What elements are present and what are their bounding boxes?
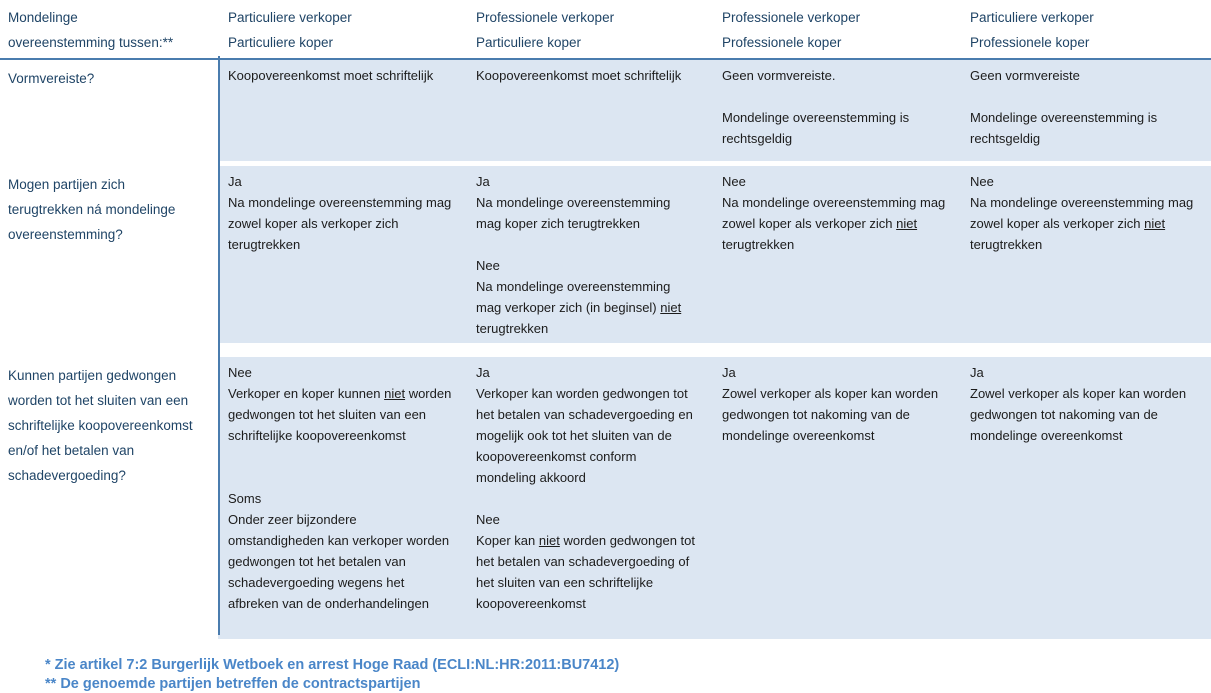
cell-gedwongen-col1: Nee Verkoper en koper kunnen niet worden gedwongen tot het sluiten van een schriftelijke koopovereenkomst Soms Onder zeer bijzondere omstandigheden kan verkoper worden gedwongen tot het betalen van schadevergoeding wegens het afbreken van de onderhandelingen: [218, 357, 466, 639]
cell-vormvereiste-col2: Koopovereenkomst moet schriftelijk: [466, 60, 712, 161]
cell-vormvereiste-col1: Koopovereenkomst moet schriftelijk: [218, 60, 466, 161]
table-row-terugtrekken: [0, 166, 1211, 343]
column-header-professionele-verkoper-particuliere-koper: Professionele verkoper Particuliere koper: [476, 10, 615, 50]
column-header-particuliere-verkoper-professionele-koper: Particuliere verkoper Professionele koper: [970, 10, 1094, 50]
column-header-professionele-verkoper-professionele-koper: Professionele verkoper Professionele koper: [722, 10, 861, 50]
table-title: Mondelinge overeenstemming tussen:**: [8, 10, 174, 50]
row-label-gedwongen: Kunnen partijen gedwongen worden tot het sluiten van een schriftelijke koopovereenkomst en/of het betalen van schadevergoeding?: [0, 357, 218, 639]
cell-gedwongen-col3: Ja Zowel verkoper als koper kan worden gedwongen tot nakoming van de mondelinge overeenkomst: [712, 357, 960, 639]
cell-gedwongen-col2: Ja Verkoper kan worden gedwongen tot het betalen van schadevergoeding en mogelijk ook tot het sluiten van de koopovereenkomst conform mondeling akkoord Nee Koper kan niet worden gedwongen tot het betalen van schadevergoeding of het sluiten van een schriftelijke koopovereenkomst: [466, 357, 712, 639]
table-header-row: [0, 0, 1211, 60]
cell-vormvereiste-col3: Geen vormvereiste. Mondelinge overeenstemming is rechtsgeldig: [712, 60, 960, 161]
row-label-vormvereiste: Vormvereiste?: [0, 60, 218, 161]
cell-terugtrekken-col3: Nee Na mondelinge overeenstemming mag zowel koper als verkoper zich niet terugtrekken: [712, 166, 960, 343]
footnote-article: * Zie artikel 7:2 Burgerlijk Wetboek en arrest Hoge Raad (ECLI:NL:HR:2011:BU7412): [45, 657, 620, 673]
table-row-vormvereiste: [0, 60, 1211, 161]
column-header-particuliere-verkoper-particuliere-koper: Particuliere verkoper Particuliere koper: [228, 10, 352, 50]
cell-terugtrekken-col2: Ja Na mondelinge overeenstemming mag koper zich terugtrekken Nee Na mondelinge overeenstemming mag verkoper zich (in beginsel) niet terugtrekken: [466, 166, 712, 343]
cell-terugtrekken-col4: Nee Na mondelinge overeenstemming mag zowel koper als verkoper zich niet terugtrekken: [960, 166, 1211, 343]
cell-terugtrekken-col1: Ja Na mondelinge overeenstemming mag zowel koper als verkoper zich terugtrekken: [218, 166, 466, 343]
cell-gedwongen-col4: Ja Zowel verkoper als koper kan worden gedwongen tot nakoming van de mondelinge overeenkomst: [960, 357, 1211, 639]
row-label-terugtrekken: Mogen partijen zich terugtrekken ná mondelinge overeenstemming?: [0, 166, 218, 343]
vertical-rule: [218, 56, 220, 635]
footnote-parties: ** De genoemde partijen betreffen de contractspartijen: [45, 676, 421, 692]
cell-vormvereiste-col4: Geen vormvereiste Mondelinge overeenstemming is rechtsgeldig: [960, 60, 1211, 161]
table-row-gedwongen: [0, 357, 1211, 639]
footnotes: [45, 656, 1211, 693]
